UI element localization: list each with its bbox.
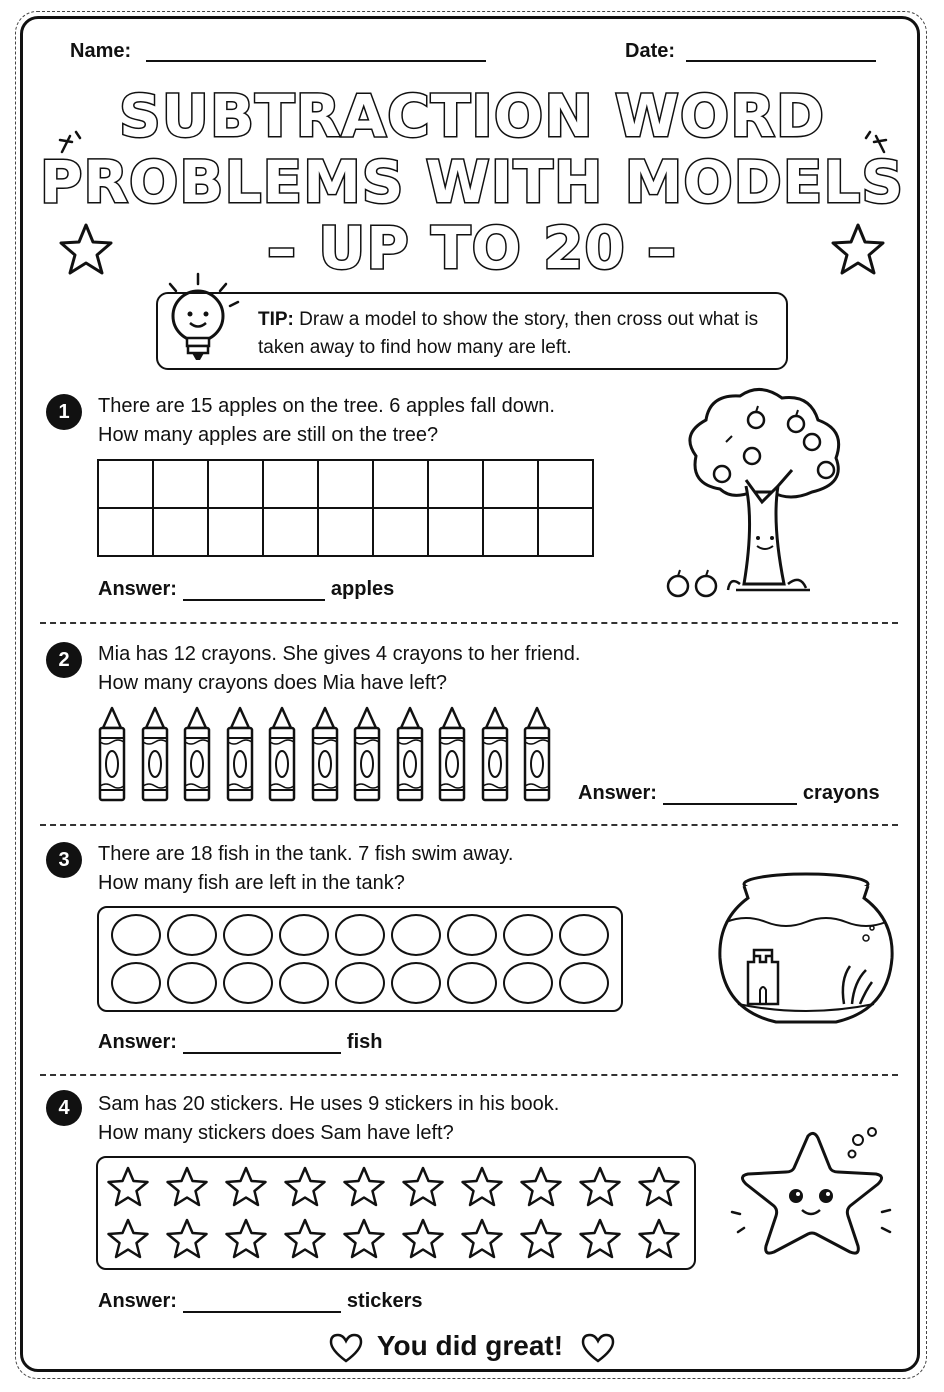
grid-cell[interactable] — [428, 460, 483, 508]
fishbowl-icon — [716, 870, 896, 1036]
counter-circle[interactable] — [503, 962, 553, 1004]
grid-cell[interactable] — [208, 508, 263, 556]
sparkle-icon — [58, 128, 88, 158]
sticker-star-icon[interactable] — [283, 1166, 327, 1208]
name-label: Name: — [70, 40, 132, 62]
problem-1-answer — [98, 578, 394, 601]
grid-cell[interactable] — [428, 508, 483, 556]
grid-cell[interactable] — [153, 508, 208, 556]
grid-cell[interactable] — [373, 508, 428, 556]
counter-circle[interactable] — [559, 962, 609, 1004]
problem-2-line1: Mia has 12 crayons. She gives 4 crayons to her friend. — [98, 643, 581, 665]
crayon-icon[interactable] — [522, 706, 552, 802]
answer-label: Answer: — [98, 578, 177, 600]
problem-2-text — [98, 640, 580, 698]
problem-1-line2: How many apples are still on the tree? — [98, 424, 439, 446]
grid-cell[interactable] — [153, 460, 208, 508]
name-field[interactable] — [146, 60, 486, 62]
grid-cell[interactable] — [98, 460, 153, 508]
date-field[interactable] — [686, 60, 876, 62]
sticker-star-icon[interactable] — [401, 1218, 445, 1260]
tip-text — [258, 306, 778, 362]
heart-icon — [329, 1333, 363, 1363]
problem-2-answer — [578, 782, 880, 805]
section-divider — [40, 824, 898, 826]
sticker-star-icon[interactable] — [519, 1218, 563, 1260]
problem-3-text — [98, 840, 513, 898]
sticker-star-icon[interactable] — [578, 1166, 622, 1208]
crayon-icon[interactable] — [310, 706, 340, 802]
answer-blank-2[interactable] — [663, 783, 797, 805]
crayon-icon[interactable] — [480, 706, 510, 802]
page-title-line1: SUBTRACTION WORD — [118, 82, 826, 150]
sticker-star-icon[interactable] — [283, 1218, 327, 1260]
sticker-star-icon[interactable] — [637, 1218, 681, 1260]
counter-circle[interactable] — [279, 914, 329, 956]
apple-tree-icon — [660, 384, 860, 600]
grid-cell[interactable] — [373, 460, 428, 508]
grid-cell[interactable] — [318, 460, 373, 508]
grid-cell[interactable] — [318, 508, 373, 556]
crayon-icon[interactable] — [352, 706, 382, 802]
problem-number-3: 3 — [46, 842, 82, 878]
counter-circle[interactable] — [559, 914, 609, 956]
problem-4-answer — [98, 1290, 423, 1313]
counter-circle[interactable] — [167, 962, 217, 1004]
page-title-line2: PROBLEMS WITH MODELS — [39, 148, 905, 216]
grid-cell[interactable] — [483, 460, 538, 508]
problem-number-2: 2 — [46, 642, 82, 678]
problem-4-line2: How many stickers does Sam have left? — [98, 1122, 454, 1144]
counter-circle[interactable] — [335, 914, 385, 956]
footer-message — [0, 1330, 944, 1363]
answer-label: Answer: — [578, 782, 657, 804]
counter-circle[interactable] — [503, 914, 553, 956]
grid-cell[interactable] — [538, 508, 593, 556]
grid-cell[interactable] — [208, 460, 263, 508]
star-icon — [58, 222, 114, 278]
smiling-star-icon — [730, 1124, 900, 1264]
circle-model-frame — [97, 906, 623, 1012]
sticker-star-icon[interactable] — [519, 1166, 563, 1208]
sticker-star-icon[interactable] — [401, 1166, 445, 1208]
crayon-icon[interactable] — [182, 706, 212, 802]
problem-3-answer — [98, 1031, 382, 1054]
tip-box — [156, 292, 788, 370]
sticker-star-icon[interactable] — [224, 1166, 268, 1208]
grid-cell[interactable] — [98, 508, 153, 556]
page-title-line3: – UP TO 20 – — [267, 214, 677, 282]
footer-text: You did great! — [376, 1330, 564, 1361]
star-icon — [830, 222, 886, 278]
counter-circle[interactable] — [223, 914, 273, 956]
section-divider — [40, 1074, 898, 1076]
problem-1-line1: There are 15 apples on the tree. 6 apples fall down. — [98, 395, 555, 417]
sticker-star-icon[interactable] — [342, 1218, 386, 1260]
answer-label: Answer: — [98, 1031, 177, 1053]
answer-unit: stickers — [346, 1290, 423, 1312]
counter-circle[interactable] — [391, 914, 441, 956]
sticker-star-icon[interactable] — [106, 1218, 150, 1260]
tip-body: Draw a model to show the story, then cross out what is taken away to find how many are left. — [258, 309, 759, 358]
crayon-icon[interactable] — [395, 706, 425, 802]
sticker-star-icon[interactable] — [342, 1166, 386, 1208]
counter-circle[interactable] — [335, 962, 385, 1004]
sticker-star-icon[interactable] — [460, 1218, 504, 1260]
grid-cell[interactable] — [483, 508, 538, 556]
sticker-star-icon[interactable] — [106, 1166, 150, 1208]
answer-unit: fish — [346, 1031, 383, 1053]
counter-circle[interactable] — [391, 962, 441, 1004]
problem-3-line1: There are 18 fish in the tank. 7 fish swim away. — [98, 843, 514, 865]
ten-frame-grid — [97, 459, 594, 557]
answer-blank-1[interactable] — [183, 579, 325, 601]
sticker-star-icon[interactable] — [165, 1218, 209, 1260]
sticker-star-icon[interactable] — [460, 1166, 504, 1208]
counter-circle[interactable] — [167, 914, 217, 956]
crayon-icon[interactable] — [267, 706, 297, 802]
problem-3-line2: How many fish are left in the tank? — [98, 872, 405, 894]
star-model-frame — [96, 1156, 696, 1270]
counter-circle[interactable] — [447, 962, 497, 1004]
sticker-star-icon[interactable] — [165, 1166, 209, 1208]
counter-circle[interactable] — [111, 962, 161, 1004]
date-label: Date: — [625, 40, 676, 62]
problem-4-text — [98, 1090, 559, 1148]
crayon-icon[interactable] — [97, 706, 127, 802]
crayon-icon[interactable] — [437, 706, 467, 802]
answer-unit: apples — [330, 578, 395, 600]
problem-4-line1: Sam has 20 stickers. He uses 9 stickers in his book. — [98, 1093, 560, 1115]
tip-label: TIP: — [258, 309, 294, 330]
counter-circle[interactable] — [279, 962, 329, 1004]
counter-circle[interactable] — [223, 962, 273, 1004]
sticker-star-icon[interactable] — [637, 1166, 681, 1208]
answer-unit: crayons — [802, 782, 880, 804]
counter-circle[interactable] — [447, 914, 497, 956]
sticker-star-icon[interactable] — [578, 1218, 622, 1260]
sparkle-icon — [858, 128, 888, 158]
grid-cell[interactable] — [538, 460, 593, 508]
answer-blank-3[interactable] — [183, 1032, 341, 1054]
answer-blank-4[interactable] — [183, 1291, 341, 1313]
answer-label: Answer: — [98, 1290, 177, 1312]
section-divider — [40, 622, 898, 624]
heart-icon — [581, 1333, 615, 1363]
problem-2-line2: How many crayons does Mia have left? — [98, 672, 448, 694]
counter-circle[interactable] — [111, 914, 161, 956]
grid-cell[interactable] — [263, 460, 318, 508]
crayon-icon[interactable] — [225, 706, 255, 802]
crayon-icon[interactable] — [140, 706, 170, 802]
sticker-star-icon[interactable] — [224, 1218, 268, 1260]
problem-1-text — [98, 392, 555, 450]
grid-cell[interactable] — [263, 508, 318, 556]
problem-number-4: 4 — [46, 1090, 82, 1126]
problem-number-1: 1 — [46, 394, 82, 430]
